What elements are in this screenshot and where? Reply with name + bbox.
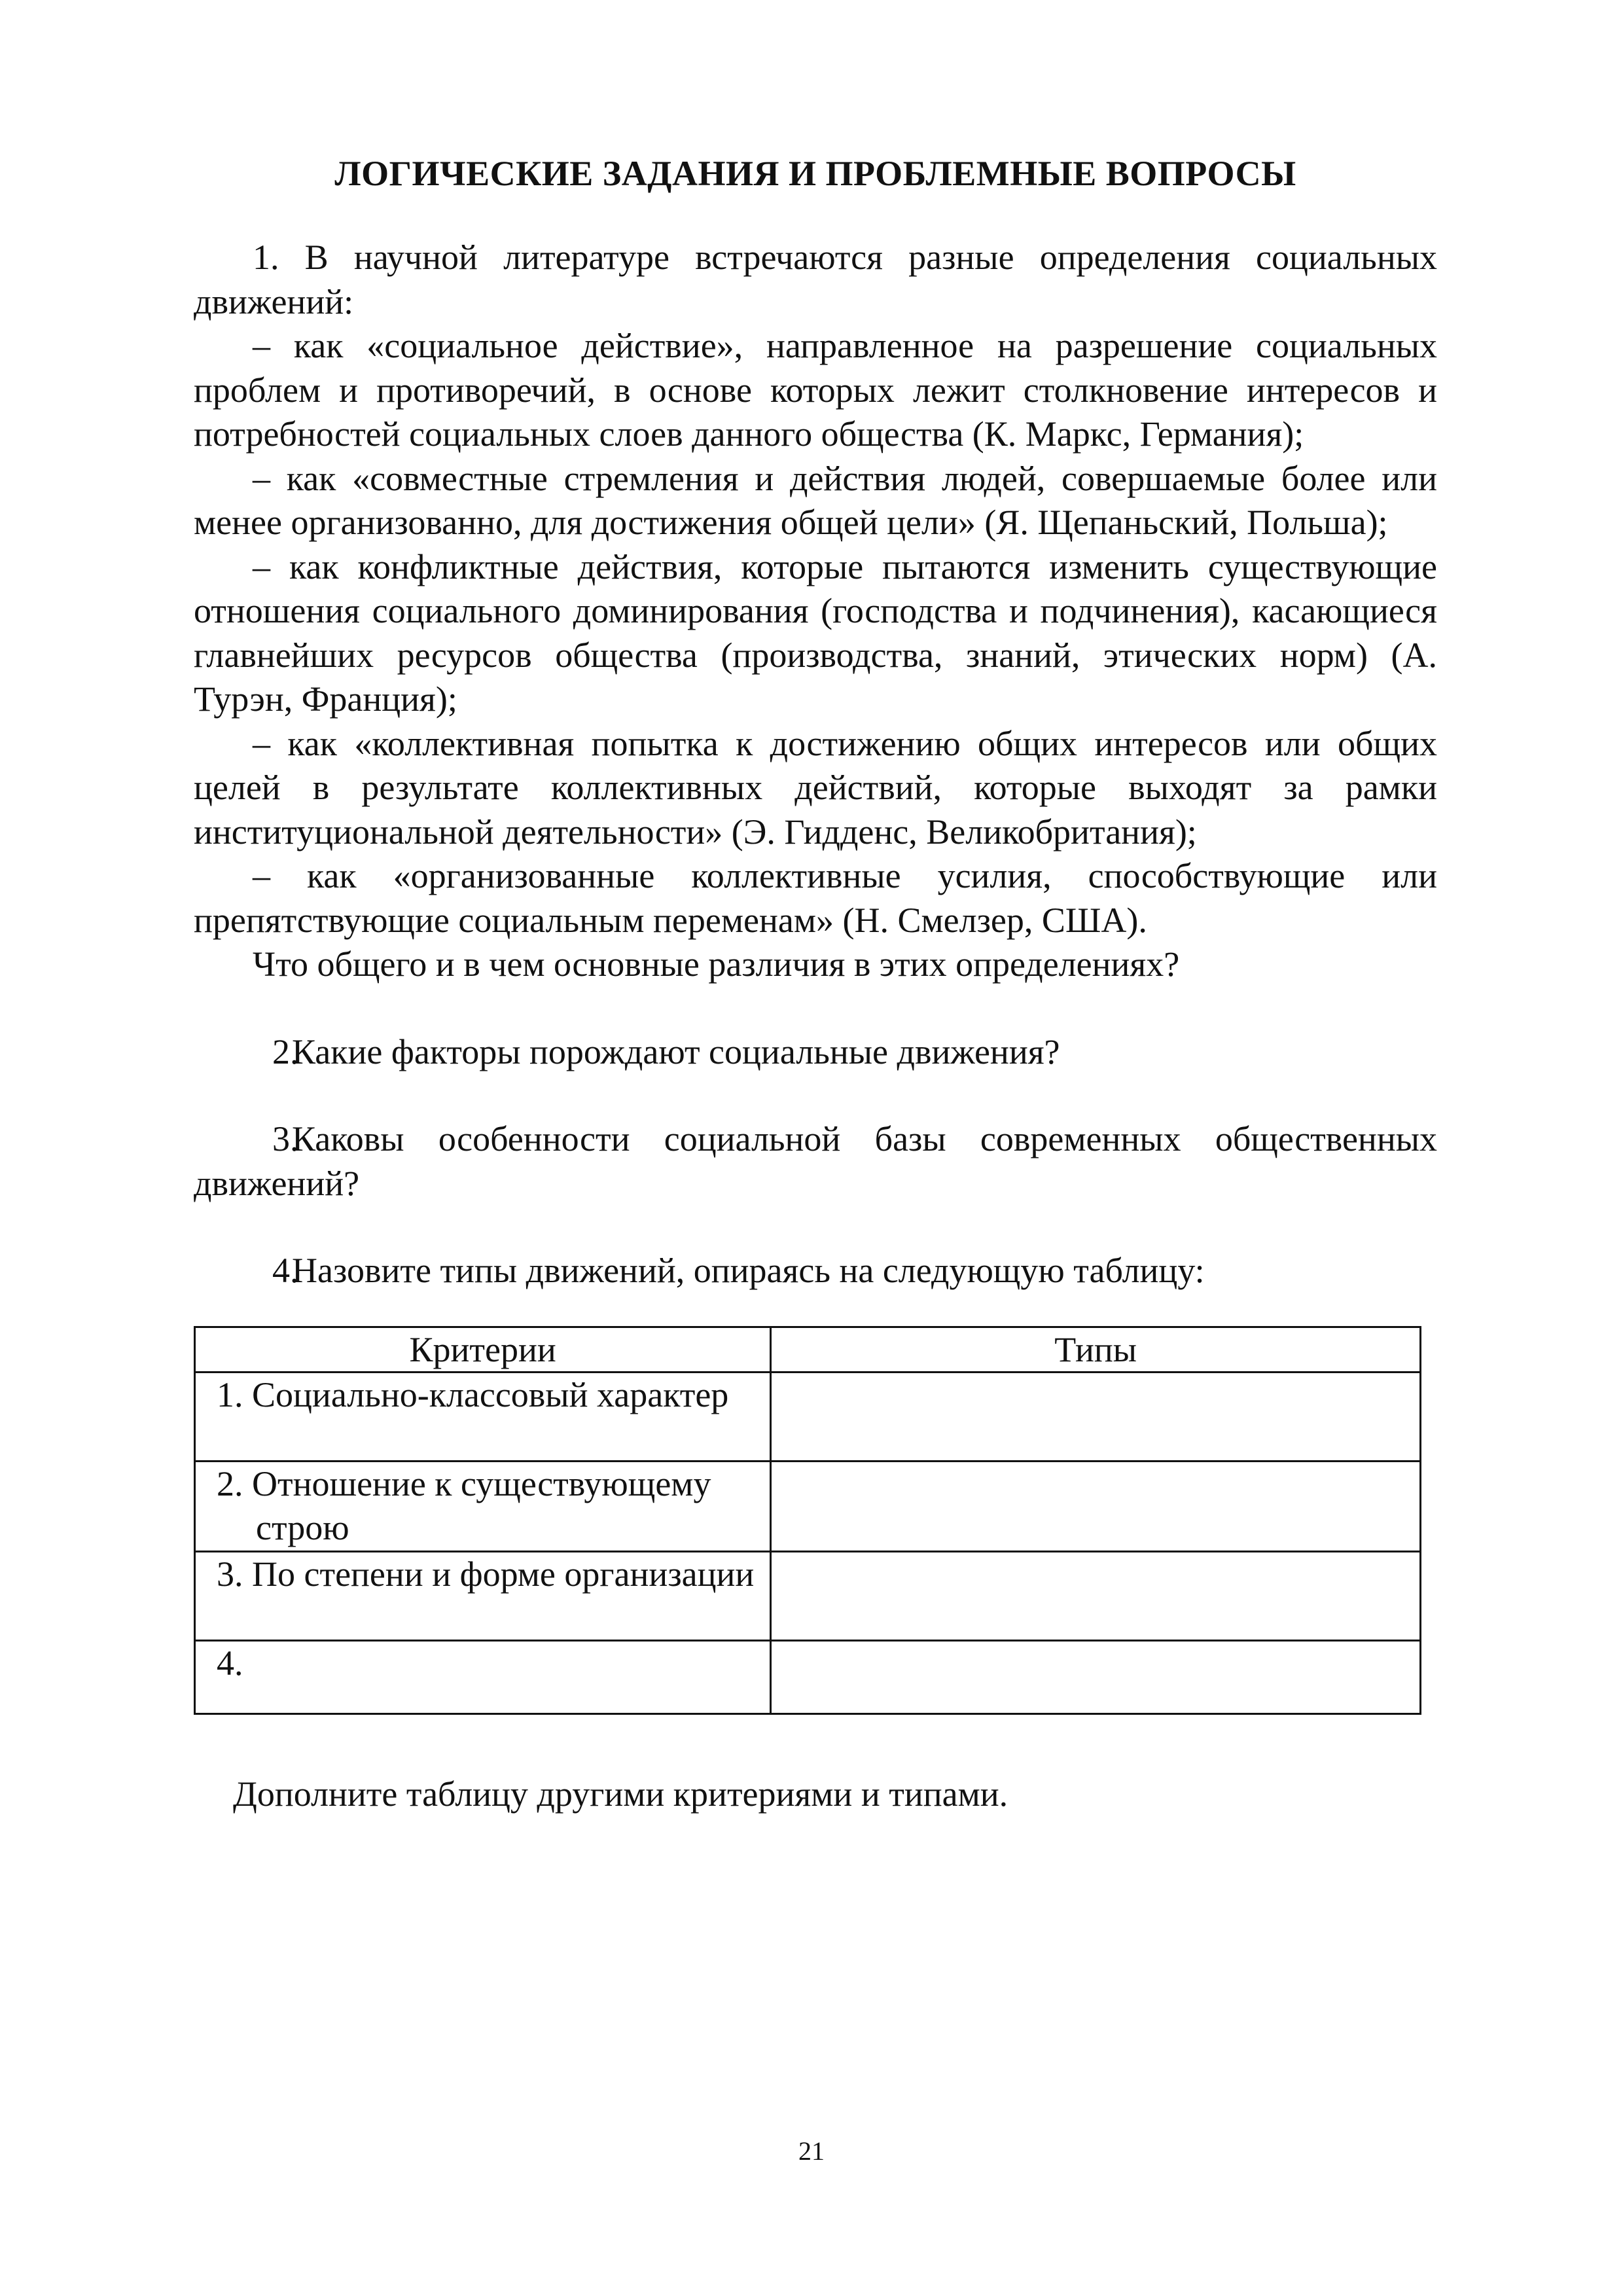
definition-smelser: – как «организованные коллективные усилия, способствующие или препятствующие социальным переменам» (Н. Смелзер, США). bbox=[194, 856, 1437, 940]
criterion-text: 4. bbox=[217, 1643, 243, 1683]
question-2 bbox=[194, 1030, 1437, 1075]
definition-giddens: – как «коллективная попытка к достижению общих интересов или общих целей в результате коллективных действий, которые выходят за рамки институциональной деятельности» (Э. Гидденс, Великобритания); bbox=[194, 723, 1437, 852]
type-cell bbox=[771, 1551, 1421, 1640]
criterion-text: 1. Социально-классовый характер bbox=[217, 1374, 729, 1414]
question-3-number: 3. bbox=[272, 1119, 299, 1158]
criterion-text: 3. По степени и форме организации bbox=[217, 1554, 755, 1594]
definition-touraine: – как конфликтные действия, которые пытаются изменить существующие отношения социального доминирования (господства и подчинения), касающиеся главнейших ресурсов общества (производства, знаний, этических норм) (А. Турэн, Франция); bbox=[194, 547, 1437, 719]
type-cell bbox=[771, 1372, 1421, 1461]
question-4-text: Назовите типы движений, опираясь на следующую таблицу: bbox=[292, 1251, 1205, 1290]
question-3-text: Каковы особенности социальной базы современных общественных движений? bbox=[194, 1119, 1437, 1203]
definition-szczepanski: – как «совместные стремления и действия людей, совершаемые более или менее организованно, для достижения общей цели» (Я. Щепаньский, Польша); bbox=[194, 458, 1437, 542]
table-row bbox=[195, 1640, 1421, 1713]
question-2-text: Какие факторы порождают социальные движения? bbox=[292, 1031, 1060, 1071]
page-title: ЛОГИЧЕСКИЕ ЗАДАНИЯ И ПРОБЛЕМНЫЕ ВОПРОСЫ bbox=[334, 154, 1296, 193]
question-3 bbox=[194, 1117, 1437, 1206]
page-number: 21 bbox=[798, 2136, 825, 2166]
question-2-number: 2. bbox=[272, 1031, 299, 1071]
question-1-text: Что общего и в чем основные различия в этих определениях? bbox=[253, 944, 1180, 984]
header-criteria: Критерии bbox=[195, 1327, 771, 1372]
question-4-number: 4. bbox=[272, 1251, 299, 1290]
criteria-types-table bbox=[194, 1326, 1421, 1715]
table-row bbox=[195, 1372, 1421, 1461]
document-page bbox=[194, 151, 1437, 1816]
header-types: Типы bbox=[771, 1327, 1421, 1372]
definition-marx: – как «социальное действие», направленное на разрешение социальных проблем и противоречий, в основе которых лежит столкновение интересов и потребностей социальных слоев данного общества (К. Маркс, Германия); bbox=[194, 326, 1437, 454]
criterion-cell bbox=[195, 1461, 771, 1551]
question-1-intro: 1. В научной литературе встречаются разные определения социальных движений: bbox=[194, 238, 1437, 321]
table-row bbox=[195, 1551, 1421, 1640]
criterion-cell bbox=[195, 1640, 771, 1713]
type-cell bbox=[771, 1640, 1421, 1713]
question-4 bbox=[194, 1249, 1437, 1293]
type-cell bbox=[771, 1461, 1421, 1551]
criterion-cell bbox=[195, 1372, 771, 1461]
criterion-text: 2. Отношение к существующему строю bbox=[217, 1463, 711, 1547]
criterion-cell bbox=[195, 1551, 771, 1640]
table-header-row bbox=[195, 1327, 1421, 1372]
closing-instruction: Дополните таблицу другими критериями и типами. bbox=[233, 1774, 1008, 1814]
table-row bbox=[195, 1461, 1421, 1551]
